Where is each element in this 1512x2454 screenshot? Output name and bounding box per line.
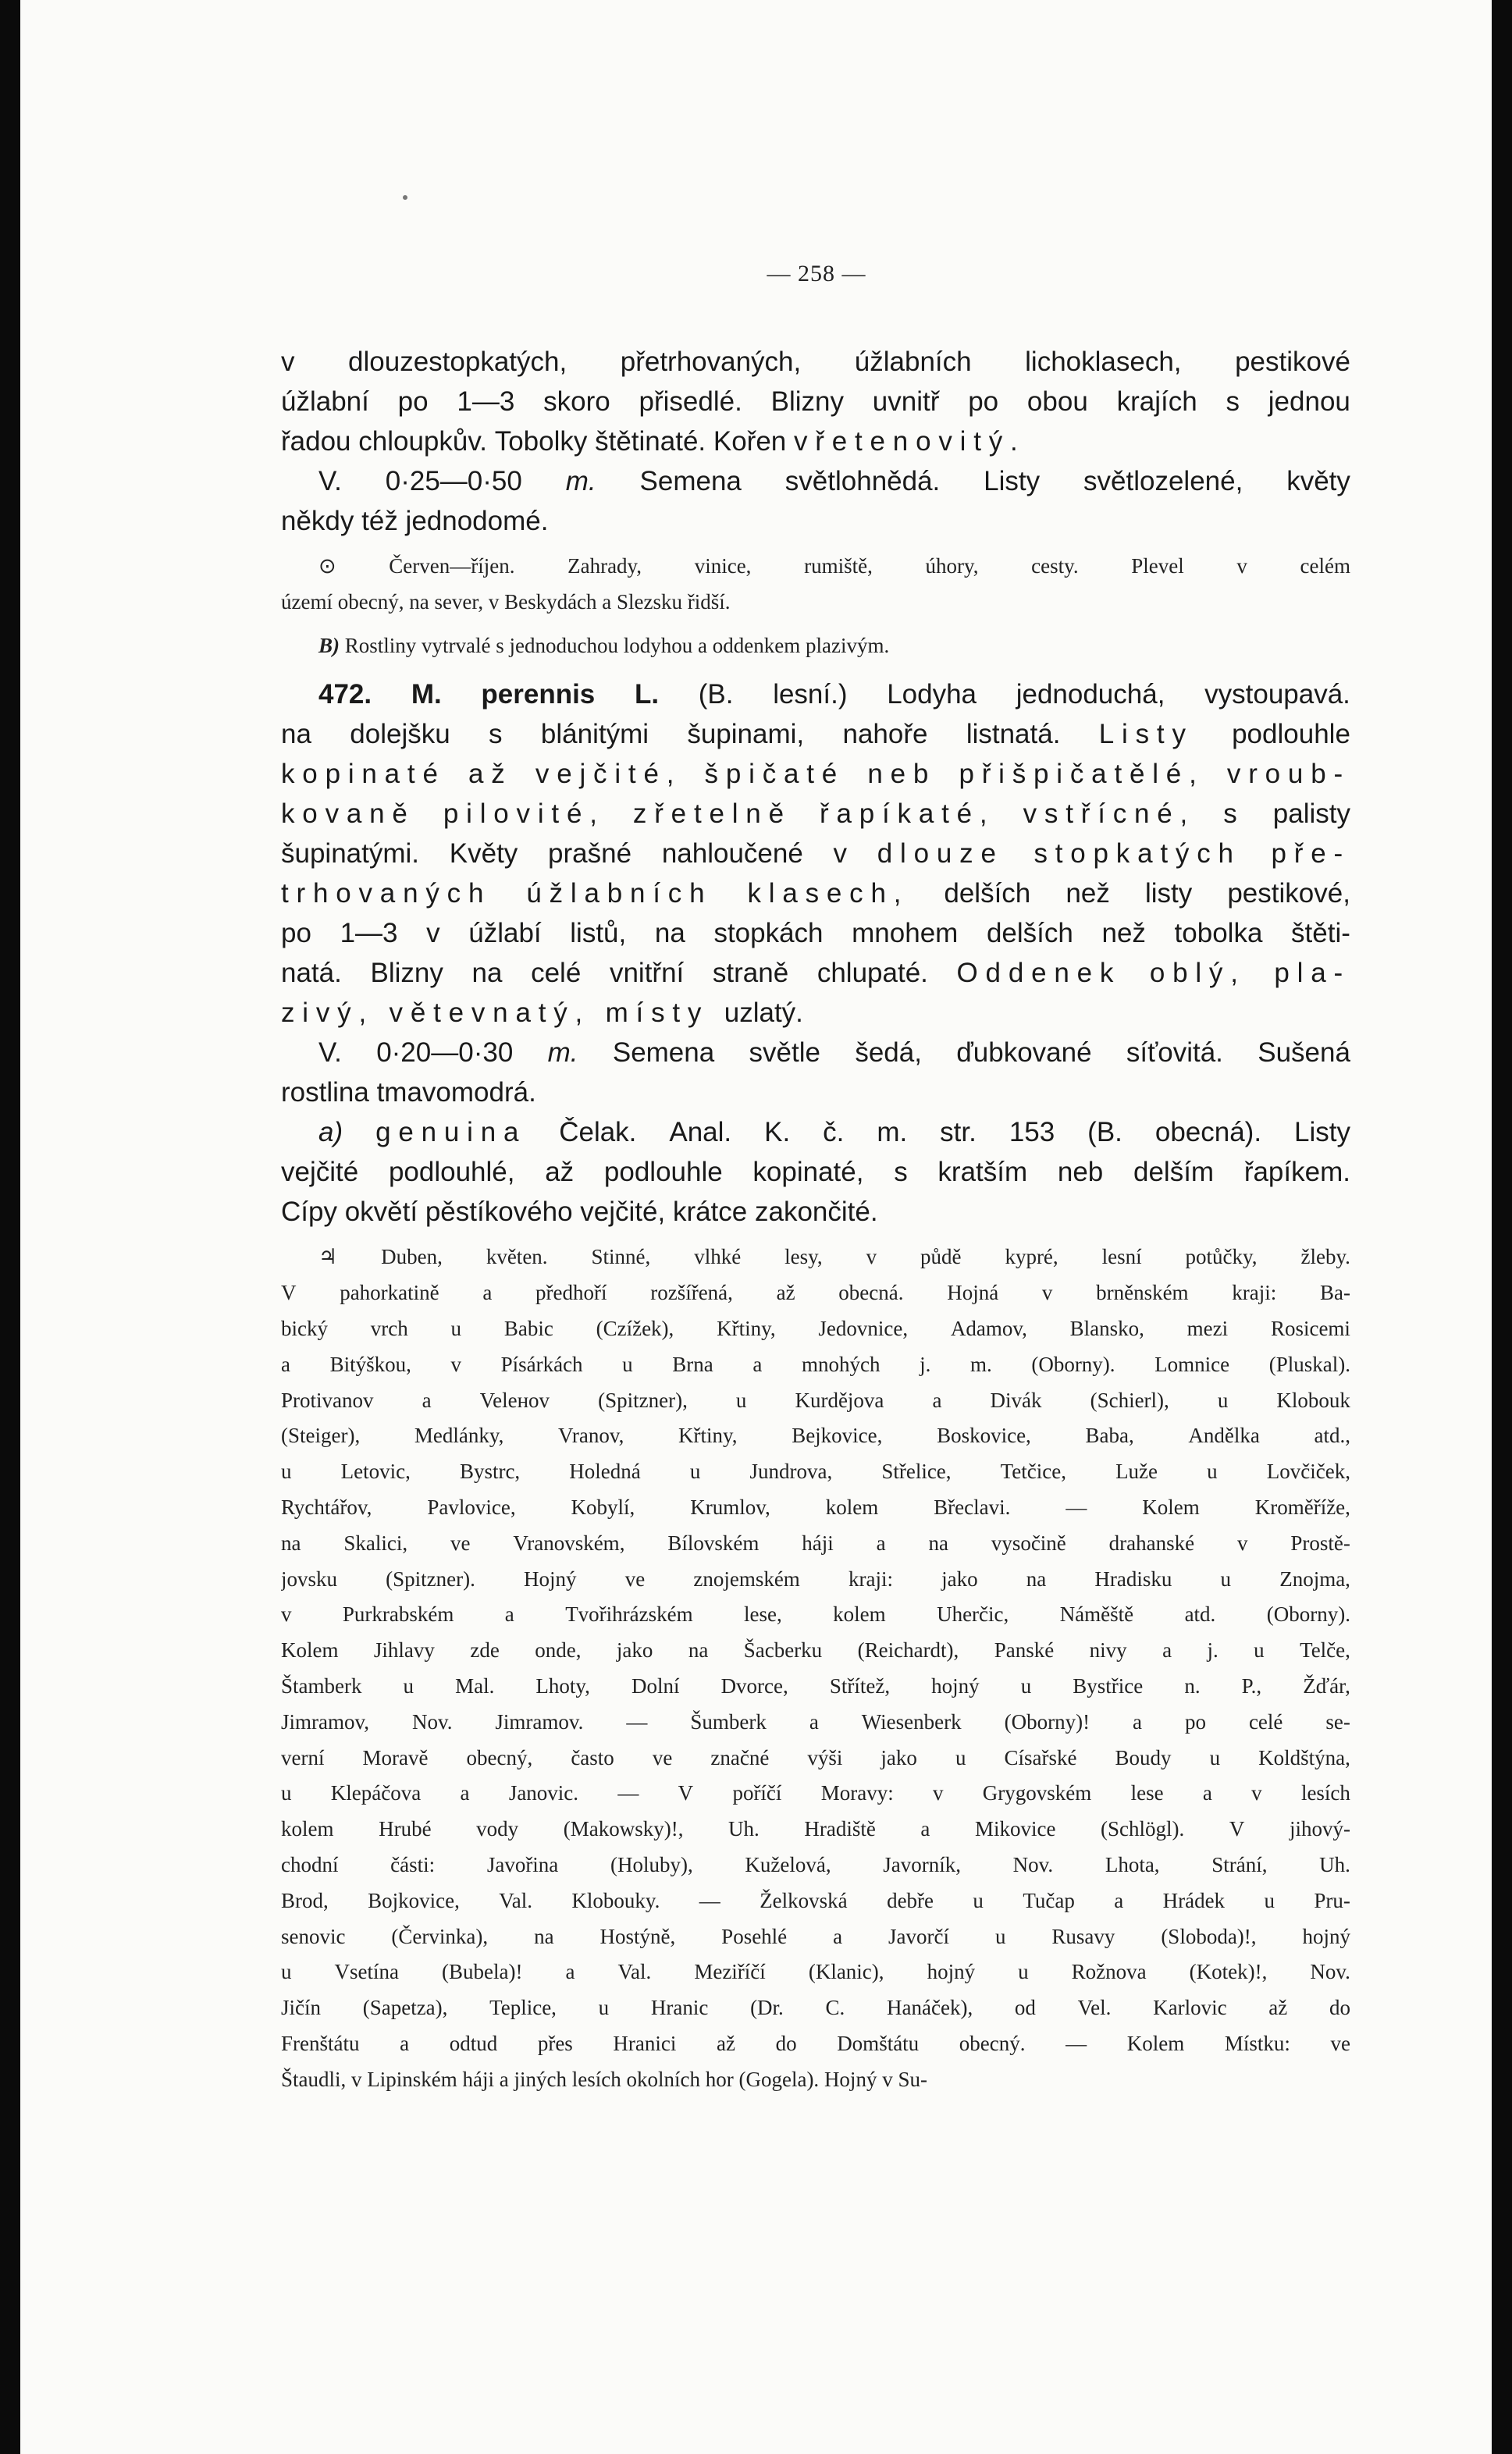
text-line: senovic (Červinka), na Hostýně, Posehlé a Javorčí u Rusavy (Sloboda)!, hojný [281,1924,1350,1948]
text-line: natá. Blizny na celé vnitřní straně chlupaté. Oddenek oblý, pla- [281,958,1350,989]
text-line: chodní části: Javořina (Holuby), Kuželová, Javorník, Nov. Lhota, Strání, Uh. [281,1852,1350,1876]
text-line: B) Rostliny vytrvalé s jednoduchou lodyhou a oddenkem plazivým. [318,633,890,657]
description-continued [281,342,1350,541]
text-line: šupinatými. Květy prašné nahloučené v dlouze stopkatých pře- [281,838,1350,870]
text-line: 472. M. perennis L. (B. lesní.) Lodyha jednoduchá, vystoupavá. [318,679,1350,710]
text-line: trhovaných úžlabních klasech, delších než listy pestikové, [281,878,1350,909]
text-line: Frenštátu a odtud přes Hranici až do Domštátu obecný. — Kolem Místku: ve [281,2031,1350,2055]
text-line: u Vsetína (Bubela)! a Val. Meziříčí (Klanic), hojný u Rožnova (Kotek)!, Nov. [281,1960,1350,1984]
text-line: Rychtářov, Pavlovice, Kobylí, Krumlov, kolem Břeclavi. — Kolem Kroměříže, [281,1495,1350,1519]
text-line: ♃ Duben, květen. Stinné, vlhké lesy, v půdě kypré, lesní potůčky, žleby. [318,1245,1350,1270]
text-line: Protivanov a Veleнov (Spitzner), u Kurdějova a Divák (Schierl), u Klobouk [281,1388,1350,1412]
habitat-annual [281,549,1350,621]
text-line: Cípy okvětí pěstíkového vejčité, krátce zakončité. [281,1197,878,1228]
page-number: — 258 — [767,261,866,286]
text-line: a) genuina Čelak. Anal. K. č. m. str. 153 (B. obecná). Listy [318,1117,1350,1148]
species-472-perennis [281,674,1350,1232]
text-line: kovaně pilovité, zřetelně řapíkaté, vstřícné, s palisty [281,798,1350,830]
ink-speck [403,195,407,200]
text-line: u Klepáčova a Janovic. — V poříčí Moravy: v Grygovském lese a v lesích [281,1781,1350,1805]
localities-list [281,1239,1350,2097]
text-line: a Bitýškou, v Písárkách u Brna a mnohých j. m. (Oborny). Lomnice (Pluskal). [281,1352,1350,1376]
text-line: po 1—3 v úžlabí listů, na stopkách mnohem delších než tobolka štěti- [281,918,1350,949]
text-line: ⊙ Červen—říjen. Zahrady, vinice, rumiště, úhory, cesty. Plevel v celém [318,554,1350,578]
text-line: vejčité podlouhlé, až podlouhle kopinaté, s kratším neb delším řapíkem. [281,1157,1350,1188]
text-line: Brod, Bojkovice, Val. Klobouky. — Želkovská debře u Tučap a Hrádek u Pru- [281,1888,1350,1912]
text-line: Štaudli, v Lipinském háji a jiných lesích okolních hor (Gogela). Hojný v Su- [281,2067,927,2091]
text-line: kolem Hrubé vody (Makowsky)!, Uh. Hradiště a Mikovice (Schlögl). V jihový- [281,1817,1350,1841]
text-line: Štamberk u Mal. Lhoty, Dolní Dvorce, Střítež, hojný u Bystřice n. P., Žďár, [281,1673,1350,1698]
text-line: V. 0·25—0·50 m. Semena světlohnědá. Listy světlozelené, květy [318,466,1350,496]
text-line: v dlouzestopkatých, přetrhovaných, úžlabních lichoklasech, pestikové [281,347,1350,377]
text-line: jovsku (Spitzner). Hojný ve znojemském kraji: jako na Hradisku u Znojma, [281,1567,1350,1591]
text-line: Jimramov, Nov. Jimramov. — Šumberk a Wiesenberk (Oborny)! a po celé se- [281,1709,1350,1734]
text-line: území obecný, na sever, v Beskydách a Slezsku řidší. [281,589,731,614]
text-line: zivý, větevnatý, místy uzlatý. [281,998,803,1029]
text-line: V. 0·20—0·30 m. Semena světle šedá, ďubkované síťovitá. Sušená [318,1037,1350,1069]
text-line: bický vrch u Babic (Czížek), Křtiny, Jedovnice, Adamov, Blansko, mezi Rosicemi [281,1316,1350,1340]
text-line: v Purkrabském a Tvořihrázském lese, kolem Uherčic, Náměště atd. (Oborny). [281,1602,1350,1627]
text-line: rostlina tmavomodrá. [281,1077,536,1108]
text-line: (Steiger), Medlánky, Vranov, Křtiny, Bejkovice, Boskovice, Baba, Andělka atd., [281,1424,1350,1448]
text-line: Jičín (Sapetza), Teplice, u Hranic (Dr. C. Hanáček), od Vel. Karlovic až do [281,1996,1350,2020]
scanned-page [20,0,1492,2454]
text-line: u Letovic, Bystrc, Holedná u Jundrova, Střelice, Tetčice, Luže u Lovčiček, [281,1460,1350,1484]
text-line: na dolejšku s blánitými šupinami, nahoře listnatá. Listy podlouhle [281,719,1350,750]
body-text [281,342,1350,2098]
text-line: Kolem Jihlavy zde onde, jako na Šacberku (Reichardt), Panské nivy a j. u Telče, [281,1638,1350,1663]
text-line: řadou chloupkův. Tobolky štětinaté. Kořen vřetenovitý. [281,426,1026,457]
text-line: úžlabní po 1—3 skoro přisedlé. Blizny uvnitř po obou krajích s jednou [281,386,1350,417]
text-line: na Skalici, ve Vranovském, Bílovském háji a na vysočině drahanské v Prostě- [281,1531,1350,1555]
group-b-heading [281,628,1350,664]
text-line: kopinaté až vejčité, špičaté neb přišpičatělé, vroub- [281,759,1350,790]
text-line: V pahorkatině a předhoří rozšířená, až obecná. Hojná v brněnském kraji: Ba- [281,1281,1350,1305]
text-line: verní Moravě obecný, často ve značné výši jako u Císařské Boudy u Koldštýna, [281,1745,1350,1769]
text-line: někdy též jednodomé. [281,506,549,536]
